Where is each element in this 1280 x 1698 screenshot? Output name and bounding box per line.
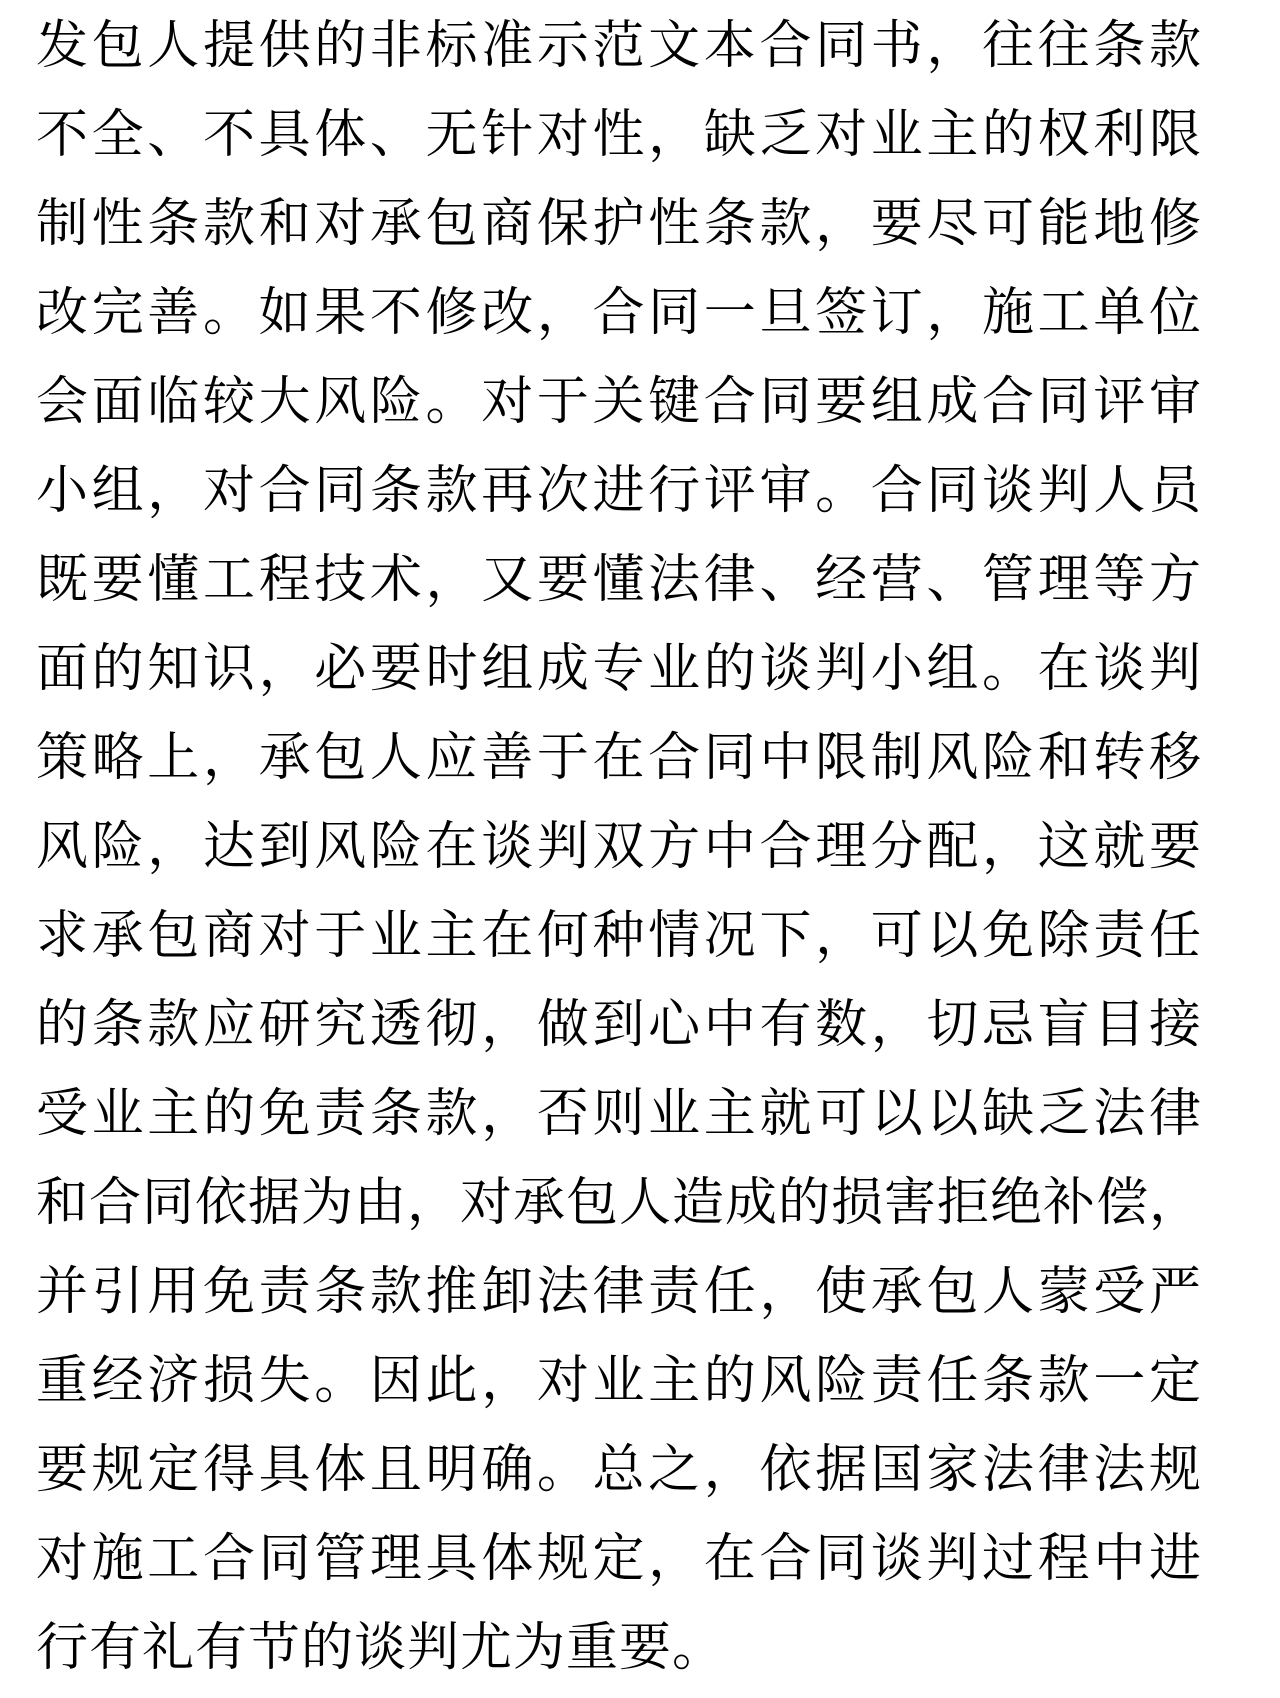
text-line: 面的知识，必要时组成专业的谈判小组。在谈判	[36, 639, 1202, 699]
text-line: 求承包商对于业主在何种情况下，可以免除责任	[36, 906, 1202, 966]
text-line: 的条款应研究透彻，做到心中有数，切忌盲目接	[36, 995, 1202, 1055]
text-line: 行有礼有节的谈判尤为重要。	[36, 1618, 726, 1678]
text-line: 并引用免责条款推卸法律责任，使承包人蒙受严	[36, 1262, 1202, 1322]
text-line: 重经济损失。因此，对业主的风险责任条款一定	[36, 1351, 1202, 1411]
text-line: 受业主的免责条款，否则业主就可以以缺乏法律	[36, 1084, 1202, 1144]
paragraph-text-block	[36, 2, 1202, 1693]
text-line: 改完善。如果不修改，合同一旦签订，施工单位	[36, 283, 1202, 343]
text-line: 和合同依据为由，对承包人造成的损害拒绝补偿，	[36, 1173, 1203, 1233]
text-line: 不全、不具体、无针对性，缺乏对业主的权利限	[36, 105, 1202, 165]
text-line: 风险，达到风险在谈判双方中合理分配，这就要	[36, 817, 1202, 877]
text-line: 要规定得具体且明确。总之，依据国家法律法规	[36, 1440, 1202, 1500]
text-line: 对施工合同管理具体规定，在合同谈判过程中进	[36, 1529, 1202, 1589]
text-line: 策略上，承包人应善于在合同中限制风险和转移	[36, 728, 1202, 788]
text-line: 小组，对合同条款再次进行评审。合同谈判人员	[36, 461, 1202, 521]
text-line: 发包人提供的非标准示范文本合同书，往往条款	[36, 16, 1202, 76]
text-line: 会面临较大风险。对于关键合同要组成合同评审	[36, 372, 1202, 432]
text-line: 制性条款和对承包商保护性条款，要尽可能地修	[36, 194, 1202, 254]
text-line: 既要懂工程技术，又要懂法律、经营、管理等方	[36, 550, 1202, 610]
